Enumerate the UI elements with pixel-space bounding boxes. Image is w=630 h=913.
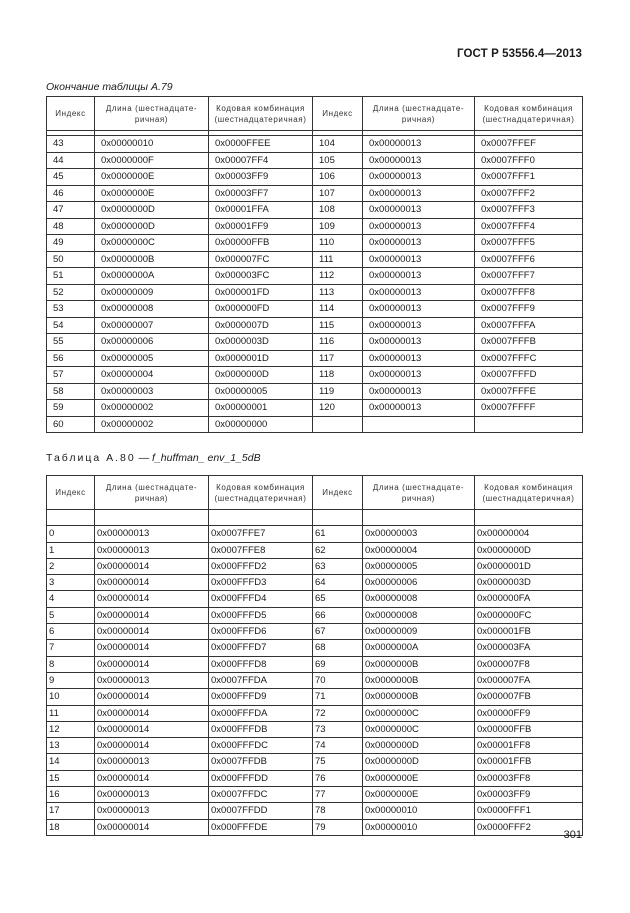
table-cell: 0x0007FFF8 [475, 284, 583, 301]
spacer-cell [209, 510, 313, 526]
table-cell: 0x000007FC [209, 251, 313, 268]
table-cell: 0x0007FFDC [209, 787, 313, 803]
table-row [47, 640, 583, 656]
table-cell: 45 [47, 169, 95, 186]
table-cell: 0x0007FFF5 [475, 235, 583, 252]
table-cell: 0x00000013 [95, 787, 209, 803]
column-header: Индекс [47, 97, 95, 131]
column-header: Длина (шестнадцате- ричная) [363, 476, 475, 510]
table-cell: 0x00000006 [95, 334, 209, 351]
table-cell: 0x00000013 [363, 169, 475, 186]
table-cell: 0x0007FFFE [475, 383, 583, 400]
table-cell: 72 [313, 705, 363, 721]
table-row [47, 136, 583, 153]
table-cell: 0x0000000B [363, 689, 475, 705]
table-cell: 0x00000013 [363, 268, 475, 285]
table-cell: 0x00003FF9 [209, 169, 313, 186]
table-cell: 0x00000013 [363, 301, 475, 318]
table-cell: 0x000000FA [475, 591, 583, 607]
table-cell: 0x000007FA [475, 672, 583, 688]
table-cell: 0x00000008 [95, 301, 209, 318]
table-cell: 0x00000013 [363, 367, 475, 384]
table-cell: 0x00000013 [95, 672, 209, 688]
table-cell: 0x00000013 [363, 284, 475, 301]
table-cell: 0x0007FFF3 [475, 202, 583, 219]
spacer-cell [363, 510, 475, 526]
table-cell: 0x00000014 [95, 689, 209, 705]
table-cell: 0x00000008 [363, 607, 475, 623]
table-cell: 0x0000000E [95, 169, 209, 186]
table-cell: 111 [313, 251, 363, 268]
table-cell: 2 [47, 558, 95, 574]
table-row [47, 202, 583, 219]
table-row [47, 416, 583, 433]
table-cell: 0x0007FFDB [209, 754, 313, 770]
table-row [47, 542, 583, 558]
table-cell: 8 [47, 656, 95, 672]
table-cell: 106 [313, 169, 363, 186]
table-cell: 0x00000013 [363, 383, 475, 400]
table-cell: 63 [313, 558, 363, 574]
table-cell: 0x00000005 [363, 558, 475, 574]
table-cell: 0x00000009 [95, 284, 209, 301]
table-cell: 0x00000002 [95, 400, 209, 417]
table-cell: 0x0000000D [95, 218, 209, 235]
table-cell: 55 [47, 334, 95, 351]
table-cell: 0x00000010 [363, 819, 475, 835]
column-header: Кодовая комбинация (шестнадцатеричная) [475, 476, 583, 510]
table-row [47, 350, 583, 367]
table-cell: 0x00000013 [95, 803, 209, 819]
table-row [47, 624, 583, 640]
table-row [47, 770, 583, 786]
spacer-cell [95, 510, 209, 526]
table-cell: 0x0000000E [363, 770, 475, 786]
table-cell: 5 [47, 607, 95, 623]
table-cell: 112 [313, 268, 363, 285]
table-cell: 0x00000013 [363, 152, 475, 169]
table-cell: 0x0000000D [95, 202, 209, 219]
table-80 [46, 475, 583, 836]
table-cell: 79 [313, 819, 363, 835]
table-cell: 0x0007FFF0 [475, 152, 583, 169]
table-cell: 11 [47, 705, 95, 721]
table-cell: 0x00000005 [209, 383, 313, 400]
table-cell: 118 [313, 367, 363, 384]
table-cell: 66 [313, 607, 363, 623]
table-cell: 119 [313, 383, 363, 400]
table-79-caption: Окончание таблицы А.79 [46, 81, 173, 93]
table-cell: 0x0000001D [475, 558, 583, 574]
table-cell: 0x00000014 [95, 624, 209, 640]
table-cell: 0x0000000E [95, 185, 209, 202]
table-cell: 18 [47, 819, 95, 835]
table-cell: 0x00000009 [363, 624, 475, 640]
table-cell: 0x00000003 [95, 383, 209, 400]
table-cell: 0x00000013 [363, 317, 475, 334]
page-number: 301 [563, 829, 582, 841]
table-row [47, 721, 583, 737]
table-cell: 0x0000FFF2 [475, 819, 583, 835]
table-cell: 0x00001FFB [475, 754, 583, 770]
table-79 [46, 96, 583, 433]
table-cell: 47 [47, 202, 95, 219]
table-cell: 0x00000005 [95, 350, 209, 367]
table-cell: 0x0007FFDA [209, 672, 313, 688]
column-header: Индекс [47, 476, 95, 510]
table-cell: 104 [313, 136, 363, 153]
table-cell: 15 [47, 770, 95, 786]
table-cell: 0x00000014 [95, 819, 209, 835]
table-row [47, 235, 583, 252]
table-cell: 0x000001FD [209, 284, 313, 301]
table-cell: 0x000FFFDB [209, 721, 313, 737]
table-header-row [47, 476, 583, 510]
table-cell: 0x00000013 [363, 185, 475, 202]
table-row [47, 268, 583, 285]
column-header: Индекс [313, 476, 363, 510]
table-cell: 44 [47, 152, 95, 169]
table-cell: 0x00000014 [95, 705, 209, 721]
table-cell: 49 [47, 235, 95, 252]
table-row [47, 169, 583, 186]
table-cell [313, 416, 363, 433]
table-cell: 0x0000000D [475, 542, 583, 558]
table-cell: 0x000003FA [475, 640, 583, 656]
table-cell: 0x0000000A [95, 268, 209, 285]
table-cell: 0x0000000F [95, 152, 209, 169]
table-cell: 12 [47, 721, 95, 737]
table-cell: 0x0007FFF7 [475, 268, 583, 285]
table-row [47, 367, 583, 384]
header-spacer [47, 510, 583, 526]
table-cell [475, 416, 583, 433]
spacer-cell [313, 510, 363, 526]
table-cell: 53 [47, 301, 95, 318]
table-cell: 0x00000010 [363, 803, 475, 819]
table-cell: 0x00003FF9 [475, 787, 583, 803]
table-cell: 71 [313, 689, 363, 705]
table-row [47, 301, 583, 318]
table-cell: 0x00000014 [95, 558, 209, 574]
table-cell: 0x00000014 [95, 656, 209, 672]
table-cell: 59 [47, 400, 95, 417]
table-cell: 0x0000003D [475, 575, 583, 591]
table-cell: 0x0007FFF6 [475, 251, 583, 268]
column-header: Длина (шестнадцате- ричная) [95, 97, 209, 131]
table-cell: 0x000007F8 [475, 656, 583, 672]
table-cell: 0x0007FFF9 [475, 301, 583, 318]
table-row [47, 754, 583, 770]
table-cell: 0x0007FFDD [209, 803, 313, 819]
table-cell: 13 [47, 738, 95, 754]
table-cell: 0x000007FB [475, 689, 583, 705]
table-row [47, 803, 583, 819]
table-cell: 0x0000000D [363, 738, 475, 754]
table-cell: 0x0000000A [363, 640, 475, 656]
table-cell: 0x00000013 [363, 400, 475, 417]
table-cell: 0x0007FFF2 [475, 185, 583, 202]
table-cell: 0x0007FFFF [475, 400, 583, 417]
table-cell: 0x000001FB [475, 624, 583, 640]
table-row [47, 607, 583, 623]
table-cell: 0x00000014 [95, 591, 209, 607]
table-cell: 0x00000013 [363, 334, 475, 351]
table-cell: 0x000FFFD4 [209, 591, 313, 607]
table-cell: 0x00000002 [95, 416, 209, 433]
table-row [47, 317, 583, 334]
table-cell: 67 [313, 624, 363, 640]
table-cell: 0x00000004 [475, 526, 583, 542]
table-cell: 0x000FFFDC [209, 738, 313, 754]
table-cell: 109 [313, 218, 363, 235]
table-cell: 0x0007FFE8 [209, 542, 313, 558]
table-cell: 0x0007FFF1 [475, 169, 583, 186]
table-cell: 16 [47, 787, 95, 803]
table-cell: 0x00000014 [95, 721, 209, 737]
table-cell: 0x0000000B [95, 251, 209, 268]
table-cell: 0x000FFFD6 [209, 624, 313, 640]
table-cell: 0x00000004 [95, 367, 209, 384]
table-cell: 75 [313, 754, 363, 770]
table-row [47, 558, 583, 574]
table-cell: 117 [313, 350, 363, 367]
table-cell: 0x000FFFD3 [209, 575, 313, 591]
table-cell: 0x00000010 [95, 136, 209, 153]
table-80-label: Таблица А.80 [46, 452, 136, 464]
table-cell: 50 [47, 251, 95, 268]
table-cell: 0x0007FFE7 [209, 526, 313, 542]
column-header: Кодовая комбинация (шестнадцатеричная) [209, 476, 313, 510]
table-cell: 107 [313, 185, 363, 202]
column-header: Длина (шестнадцате- ричная) [363, 97, 475, 131]
table-cell: 0x000003FC [209, 268, 313, 285]
table-cell: 77 [313, 787, 363, 803]
table-cell: 0x00001FF9 [209, 218, 313, 235]
table-cell: 110 [313, 235, 363, 252]
table-cell: 9 [47, 672, 95, 688]
table-row [47, 738, 583, 754]
table-cell: 0x0000000C [363, 721, 475, 737]
table-cell: 10 [47, 689, 95, 705]
table-cell: 0x00000013 [363, 251, 475, 268]
table-row [47, 575, 583, 591]
table-cell: 0x00001FFA [209, 202, 313, 219]
table-cell: 52 [47, 284, 95, 301]
table-cell: 0x000FFFDE [209, 819, 313, 835]
table-cell [363, 416, 475, 433]
table-cell: 64 [313, 575, 363, 591]
table-cell: 0x00000013 [363, 218, 475, 235]
spacer-cell [47, 510, 95, 526]
table-cell: 0x000FFFD7 [209, 640, 313, 656]
table-cell: 56 [47, 350, 95, 367]
table-row [47, 689, 583, 705]
table-cell: 0x00001FF8 [475, 738, 583, 754]
table-row [47, 152, 583, 169]
table-80-caption [46, 452, 261, 464]
table-cell: 0x0007FFEF [475, 136, 583, 153]
table-cell: 0x000000FC [475, 607, 583, 623]
table-cell: 0x00000014 [95, 770, 209, 786]
table-cell: 0x00000013 [363, 136, 475, 153]
column-header: Кодовая комбинация (шестнадцатеричная) [475, 97, 583, 131]
table-cell: 0x00000007 [95, 317, 209, 334]
table-cell: 114 [313, 301, 363, 318]
table-cell: 0x000000FD [209, 301, 313, 318]
table-cell: 0x0000000B [363, 656, 475, 672]
spacer-cell [475, 510, 583, 526]
table-cell: 0x00003FF8 [475, 770, 583, 786]
table-cell: 0x000FFFD8 [209, 656, 313, 672]
table-cell: 0x00000003 [363, 526, 475, 542]
table-cell: 113 [313, 284, 363, 301]
table-row [47, 251, 583, 268]
table-cell: 115 [313, 317, 363, 334]
table-cell: 0x000FFFDD [209, 770, 313, 786]
table-cell: 116 [313, 334, 363, 351]
table-cell: 0x00000000 [209, 416, 313, 433]
table-cell: 0x0007FFFD [475, 367, 583, 384]
standard-designation: ГОСТ Р 53556.4—2013 [457, 48, 582, 60]
table-cell: 0x0000FFEE [209, 136, 313, 153]
table-cell: 0x0000000C [95, 235, 209, 252]
table-cell: 0x0000007D [209, 317, 313, 334]
table-cell: 0x0000000D [363, 754, 475, 770]
table-cell: 78 [313, 803, 363, 819]
table-cell: 57 [47, 367, 95, 384]
table-cell: 0x0007FFFB [475, 334, 583, 351]
table-cell: 0x00007FF4 [209, 152, 313, 169]
table-row [47, 819, 583, 835]
column-header: Длина (шестнадцате- ричная) [95, 476, 209, 510]
table-cell: 0 [47, 526, 95, 542]
table-row [47, 591, 583, 607]
table-cell: 0x0000001D [209, 350, 313, 367]
table-cell: 0x000FFFD2 [209, 558, 313, 574]
table-row [47, 526, 583, 542]
table-cell: 108 [313, 202, 363, 219]
table-cell: 51 [47, 268, 95, 285]
table-row [47, 218, 583, 235]
table-cell: 4 [47, 591, 95, 607]
table-cell: 69 [313, 656, 363, 672]
table-cell: 62 [313, 542, 363, 558]
table-cell: 120 [313, 400, 363, 417]
table-cell: 0x0000000E [363, 787, 475, 803]
table-cell: 0x0000FFF1 [475, 803, 583, 819]
table-cell: 0x00000014 [95, 738, 209, 754]
table-cell: 0x000FFFDA [209, 705, 313, 721]
table-row [47, 284, 583, 301]
table-row [47, 185, 583, 202]
table-cell: 74 [313, 738, 363, 754]
table-cell: 0x00000014 [95, 640, 209, 656]
table-row [47, 705, 583, 721]
table-cell: 0x0007FFF4 [475, 218, 583, 235]
table-cell: 0x0000000D [209, 367, 313, 384]
table-cell: 14 [47, 754, 95, 770]
table-cell: 0x00000013 [363, 202, 475, 219]
table-row [47, 334, 583, 351]
table-row [47, 383, 583, 400]
table-cell: 0x00000FFB [475, 721, 583, 737]
table-cell: 0x0000000C [363, 705, 475, 721]
table-cell: 48 [47, 218, 95, 235]
table-cell: 6 [47, 624, 95, 640]
table-cell: 0x0007FFFA [475, 317, 583, 334]
table-cell: 54 [47, 317, 95, 334]
table-80-name: f_huffman_ env_1_5dB [152, 452, 261, 464]
table-cell: 0x00000013 [95, 754, 209, 770]
table-cell: 0x00000014 [95, 607, 209, 623]
table-cell: 3 [47, 575, 95, 591]
table-cell: 105 [313, 152, 363, 169]
table-cell: 0x00003FF7 [209, 185, 313, 202]
table-row [47, 672, 583, 688]
table-cell: 0x00000013 [363, 350, 475, 367]
table-cell: 61 [313, 526, 363, 542]
table-row [47, 787, 583, 803]
column-header: Кодовая комбинация (шестнадцатеричная) [209, 97, 313, 131]
table-cell: 0x000FFFD9 [209, 689, 313, 705]
table-cell: 0x0007FFFC [475, 350, 583, 367]
table-cell: 0x000FFFD5 [209, 607, 313, 623]
column-header: Индекс [313, 97, 363, 131]
table-cell: 65 [313, 591, 363, 607]
table-cell: 0x00000001 [209, 400, 313, 417]
table-80-dash: — [135, 452, 153, 464]
table-cell: 0x0000003D [209, 334, 313, 351]
table-cell: 58 [47, 383, 95, 400]
table-cell: 0x00000FF9 [475, 705, 583, 721]
table-cell: 1 [47, 542, 95, 558]
table-cell: 46 [47, 185, 95, 202]
table-cell: 17 [47, 803, 95, 819]
table-cell: 70 [313, 672, 363, 688]
table-cell: 0x00000004 [363, 542, 475, 558]
table-cell: 68 [313, 640, 363, 656]
table-row [47, 656, 583, 672]
table-cell: 73 [313, 721, 363, 737]
table-row [47, 400, 583, 417]
table-cell: 0x00000014 [95, 575, 209, 591]
table-cell: 43 [47, 136, 95, 153]
table-cell: 76 [313, 770, 363, 786]
table-cell: 7 [47, 640, 95, 656]
table-cell: 0x00000008 [363, 591, 475, 607]
table-header-row [47, 97, 583, 131]
table-cell: 0x00000FFB [209, 235, 313, 252]
table-cell: 0x00000013 [95, 542, 209, 558]
table-cell: 0x00000013 [363, 235, 475, 252]
table-cell: 0x00000013 [95, 526, 209, 542]
table-cell: 0x00000006 [363, 575, 475, 591]
table-cell: 60 [47, 416, 95, 433]
table-cell: 0x0000000B [363, 672, 475, 688]
